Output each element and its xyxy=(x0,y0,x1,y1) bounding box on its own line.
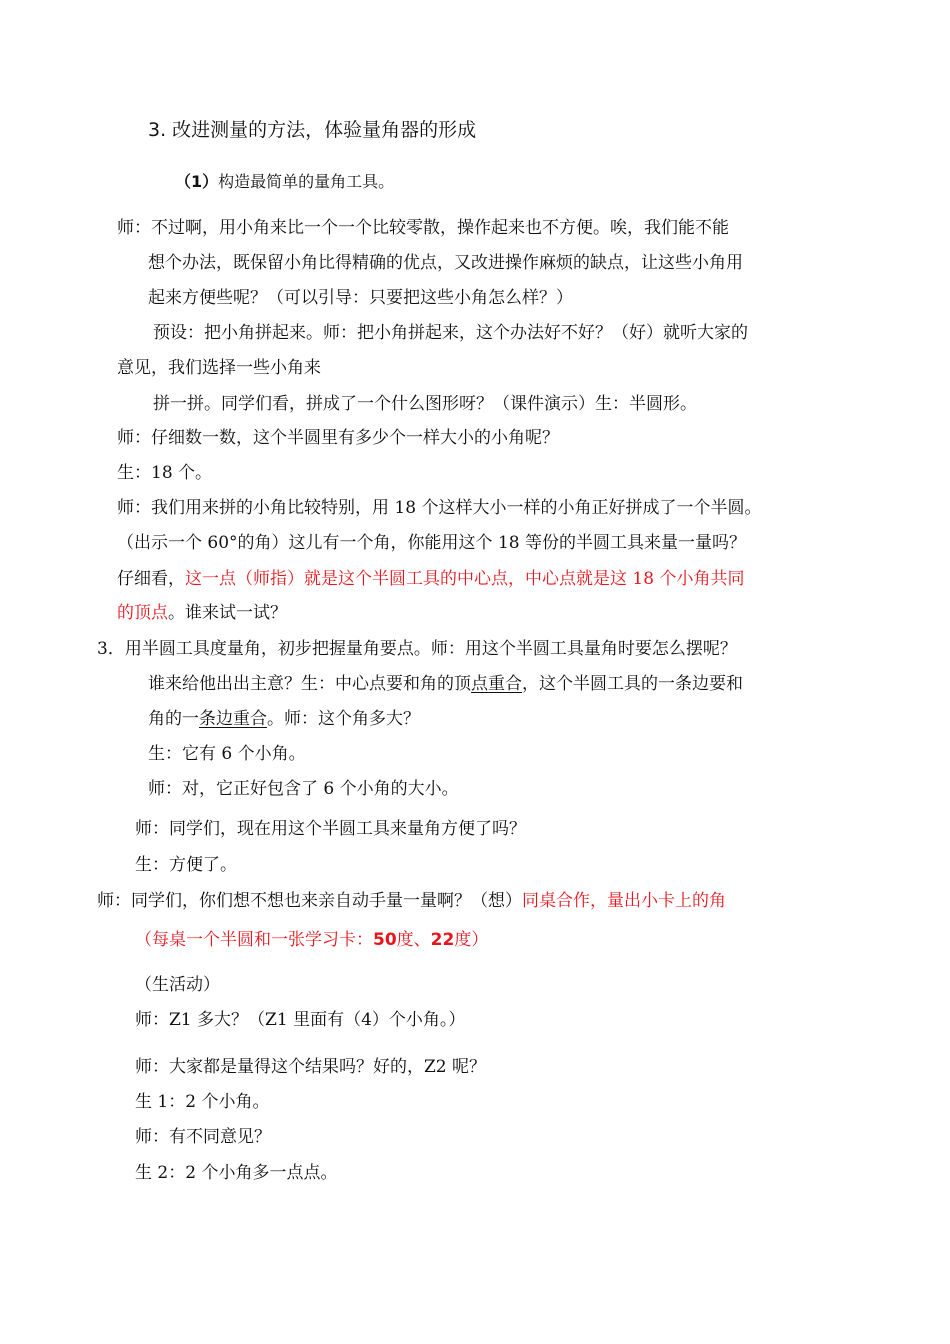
subheading xyxy=(175,170,394,194)
paragraph-line: （出示一个 60°的角）这儿有一个角，你能用这个 18 等份的半圆工具来量一量吗？ xyxy=(117,533,746,553)
subheading-text: 构造最简单的量角工具。 xyxy=(218,172,395,191)
paragraph-line: 生：18 个。 xyxy=(117,463,213,483)
subheading-number: （1） xyxy=(175,172,219,191)
number: 50 xyxy=(373,930,397,950)
text-run: 度） xyxy=(454,930,489,950)
section-3-line: 3．用半圆工具度量角，初步把握量角要点。师：用这个半圆工具量角时要怎么摆呢？ xyxy=(97,639,737,659)
highlighted-text: 同桌合作，量出小卡上的角 xyxy=(522,891,726,911)
text-run: ，这个半圆工具的一条边要和 xyxy=(522,674,743,694)
paragraph-line: 师：大家都是量得这个结果吗？好的，Z2 呢？ xyxy=(135,1057,487,1077)
paragraph-line: （生活动） xyxy=(135,975,220,995)
paragraph-line: 师：我们用来拼的小角比较特别，用 18 个这样大小一样的小角正好拼成了一个半圆。 xyxy=(117,498,762,518)
paragraph-line: 师：Z1 多大？（Z1 里面有（4）个小角。） xyxy=(135,1010,466,1030)
section-heading: 3. 改进测量的方法，体验量角器的形成 xyxy=(148,119,477,141)
paragraph-line: 起来方便些呢？（可以引导：只要把这些小角怎么样？） xyxy=(148,288,573,308)
paragraph-line: 师：同学们，现在用这个半圆工具来量角方便了吗？ xyxy=(135,819,526,839)
text-run: 谁来给他出出主意？生：中心点要和角的顶 xyxy=(148,674,471,694)
paragraph-line xyxy=(148,707,420,731)
paragraph-line: 师：仔细数一数，这个半圆里有多少个一样大小的小角呢？ xyxy=(117,428,559,448)
underlined-text: 条边重合 xyxy=(199,709,267,729)
text-run: 度、 xyxy=(396,930,431,950)
paragraph-line: 师：有不同意见？ xyxy=(135,1127,271,1147)
paragraph-line: 拼一拼。同学们看，拼成了一个什么图形呀？（课件演示）生：半圆形。 xyxy=(153,394,697,414)
highlighted-text: 的顶点 xyxy=(117,603,168,623)
paragraph-line: 意见，我们选择一些小角来 xyxy=(117,358,321,378)
paragraph-line: 师：对，它正好包含了 6 个小角的大小。 xyxy=(148,779,459,799)
text-run: 师：同学们，你们想不想也来亲自动手量一量啊？（想） xyxy=(97,891,522,911)
paragraph-line: 预设：把小角拼起来。师：把小角拼起来，这个办法好不好？（好）就听大家的 xyxy=(153,323,748,343)
paragraph-line xyxy=(148,672,743,696)
paragraph-line: 生：方便了。 xyxy=(135,855,237,875)
underlined-text: 点重合 xyxy=(471,674,522,694)
highlighted-line xyxy=(135,928,488,952)
paragraph-line xyxy=(117,601,287,625)
paragraph-line: 生：它有 6 个小角。 xyxy=(148,744,306,764)
highlighted-text: 这一点（师指）就是这个半圆工具的中心点，中心点就是这 18 个小角共同 xyxy=(185,569,745,589)
paragraph-line: 生 1：2 个小角。 xyxy=(135,1092,270,1112)
text-run: 。师：这个角多大？ xyxy=(267,709,420,729)
text-run: 角的一 xyxy=(148,709,199,729)
number: 22 xyxy=(430,930,455,950)
paragraph-line xyxy=(97,889,726,913)
paragraph-line: 师：不过啊，用小角来比一个一个比较零散，操作起来也不方便。唉，我们能不能 xyxy=(117,218,729,238)
text-run: 仔细看， xyxy=(117,569,185,589)
paragraph-line: 想个办法，既保留小角比得精确的优点，又改进操作麻烦的缺点，让这些小角用 xyxy=(148,253,743,273)
paragraph-line: 生 2：2 个小角多一点点。 xyxy=(135,1163,338,1183)
paragraph-line xyxy=(117,567,744,591)
text-run: 。谁来试一试？ xyxy=(168,603,287,623)
text-run: （每桌一个半圆和一张学习卡： xyxy=(135,930,373,950)
